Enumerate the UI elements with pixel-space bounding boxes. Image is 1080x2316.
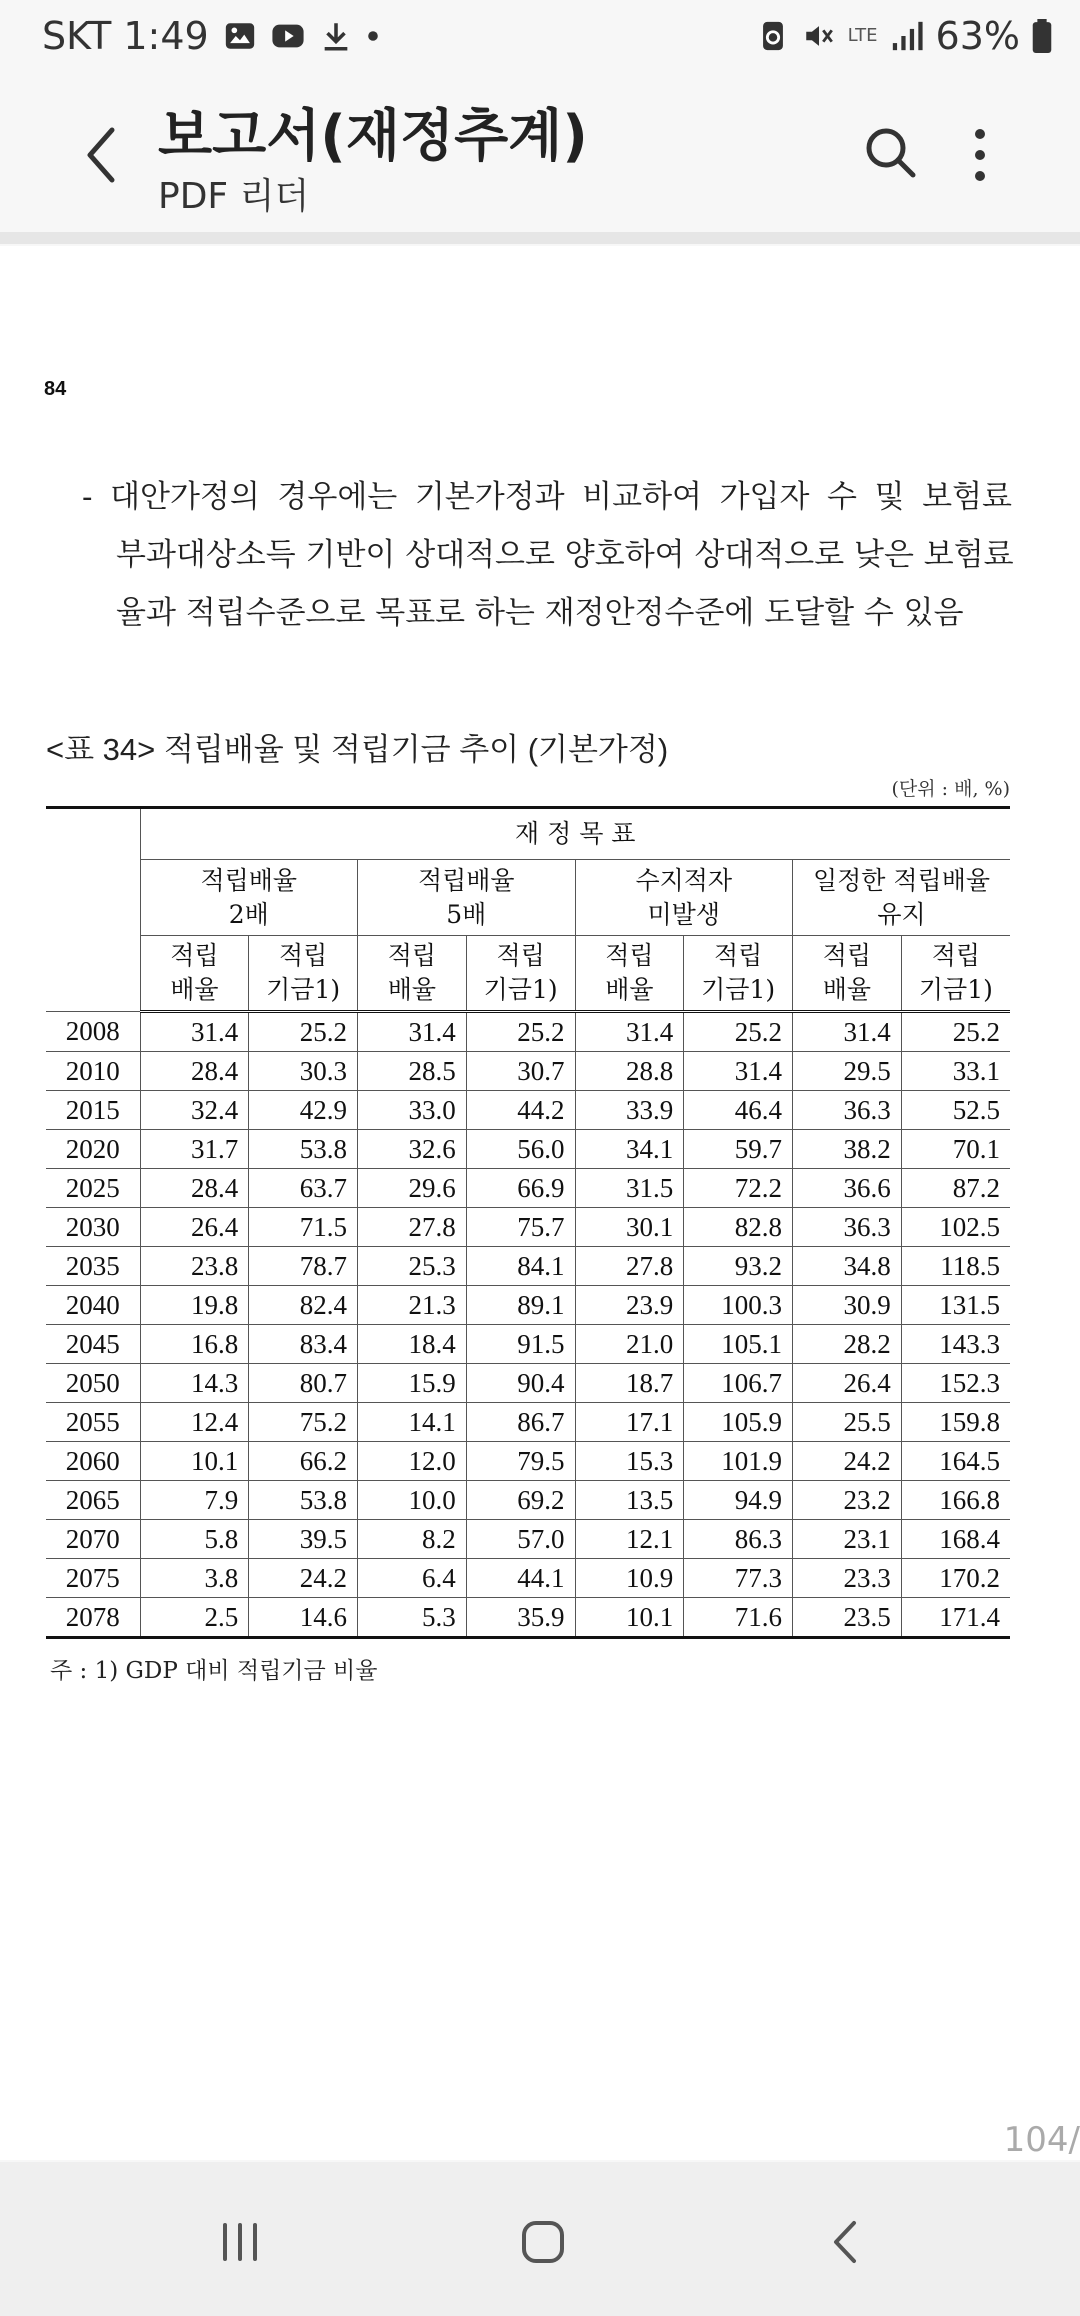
value-cell: 52.5: [901, 1091, 1010, 1130]
value-cell: 25.5: [793, 1403, 902, 1442]
year-cell: 2010: [46, 1052, 140, 1091]
youtube-icon: [271, 19, 305, 53]
value-cell: 10.9: [575, 1559, 684, 1598]
sub-header: 적립 기금1): [466, 936, 575, 1012]
value-cell: 23.9: [575, 1286, 684, 1325]
body-line: 율과 적립수준으로 목표로 하는 재정안정수준에 도달할 수 있음: [116, 595, 964, 631]
value-cell: 44.2: [466, 1091, 575, 1130]
value-cell: 31.4: [358, 1012, 467, 1052]
table-row: [46, 1286, 1010, 1325]
value-cell: 159.8: [901, 1403, 1010, 1442]
table-row: [46, 1208, 1010, 1247]
value-cell: 42.9: [249, 1091, 358, 1130]
scenario-header: 수지적자 미발생: [575, 860, 793, 936]
year-cell: 2025: [46, 1169, 140, 1208]
value-cell: 27.8: [358, 1208, 467, 1247]
home-icon: [518, 2217, 568, 2267]
value-cell: 29.6: [358, 1169, 467, 1208]
value-cell: 31.7: [140, 1130, 249, 1169]
value-cell: 168.4: [901, 1520, 1010, 1559]
value-cell: 17.1: [575, 1403, 684, 1442]
value-cell: 26.4: [140, 1208, 249, 1247]
table-row: [46, 1091, 1010, 1130]
year-cell: 2070: [46, 1520, 140, 1559]
status-bar: [0, 0, 1080, 80]
download-icon: [319, 19, 353, 53]
value-cell: 36.3: [793, 1091, 902, 1130]
value-cell: 31.4: [140, 1012, 249, 1052]
mute-icon: [802, 19, 836, 53]
value-cell: 23.3: [793, 1559, 902, 1598]
value-cell: 86.3: [684, 1520, 793, 1559]
table-row: [46, 1442, 1010, 1481]
sub-header: 적립 배율: [140, 936, 249, 1012]
value-cell: 82.4: [249, 1286, 358, 1325]
value-cell: 105.1: [684, 1325, 793, 1364]
value-cell: 10.1: [140, 1442, 249, 1481]
lte-label: LTE: [847, 25, 878, 46]
value-cell: 5.3: [358, 1598, 467, 1638]
value-cell: 118.5: [901, 1247, 1010, 1286]
value-cell: 30.1: [575, 1208, 684, 1247]
value-cell: 12.0: [358, 1442, 467, 1481]
value-cell: 66.2: [249, 1442, 358, 1481]
scenario-header: 적립배율 5배: [358, 860, 576, 936]
value-cell: 15.3: [575, 1442, 684, 1481]
table-row: [46, 1598, 1010, 1638]
value-cell: 24.2: [249, 1559, 358, 1598]
table-unit: (단위 : 배, %): [891, 778, 1010, 800]
value-cell: 72.2: [684, 1169, 793, 1208]
value-cell: 23.2: [793, 1481, 902, 1520]
sub-header: 적립 기금1): [684, 936, 793, 1012]
value-cell: 13.5: [575, 1481, 684, 1520]
recent-apps-icon: [215, 2217, 265, 2267]
value-cell: 53.8: [249, 1481, 358, 1520]
pdf-page[interactable]: [0, 246, 1080, 2160]
value-cell: 33.1: [901, 1052, 1010, 1091]
value-cell: 91.5: [466, 1325, 575, 1364]
value-cell: 89.1: [466, 1286, 575, 1325]
more-options-icon[interactable]: [960, 120, 1000, 190]
value-cell: 71.5: [249, 1208, 358, 1247]
year-cell: 2050: [46, 1364, 140, 1403]
value-cell: 34.8: [793, 1247, 902, 1286]
sub-header: 적립 기금1): [249, 936, 358, 1012]
value-cell: 31.4: [684, 1052, 793, 1091]
table-row: [46, 1325, 1010, 1364]
value-cell: 25.2: [466, 1012, 575, 1052]
year-cell: 2055: [46, 1403, 140, 1442]
value-cell: 5.8: [140, 1520, 249, 1559]
value-cell: 14.1: [358, 1403, 467, 1442]
back-button[interactable]: [812, 2207, 882, 2277]
value-cell: 23.1: [793, 1520, 902, 1559]
value-cell: 75.7: [466, 1208, 575, 1247]
value-cell: 93.2: [684, 1247, 793, 1286]
value-cell: 77.3: [684, 1559, 793, 1598]
app-bar: [0, 80, 1080, 230]
group-header: 재 정 목 표: [140, 808, 1010, 860]
value-cell: 15.9: [358, 1364, 467, 1403]
value-cell: 3.8: [140, 1559, 249, 1598]
value-cell: 75.2: [249, 1403, 358, 1442]
value-cell: 7.9: [140, 1481, 249, 1520]
value-cell: 152.3: [901, 1364, 1010, 1403]
sub-header: 적립 기금1): [901, 936, 1010, 1012]
app-bar-divider: [0, 232, 1080, 244]
sub-header: 적립 배율: [575, 936, 684, 1012]
value-cell: 131.5: [901, 1286, 1010, 1325]
data-table: [46, 806, 1010, 1639]
value-cell: 105.9: [684, 1403, 793, 1442]
value-cell: 2.5: [140, 1598, 249, 1638]
year-cell: 2020: [46, 1130, 140, 1169]
value-cell: 101.9: [684, 1442, 793, 1481]
value-cell: 71.6: [684, 1598, 793, 1638]
value-cell: 84.1: [466, 1247, 575, 1286]
status-left: [42, 14, 379, 58]
year-cell: 2040: [46, 1286, 140, 1325]
value-cell: 69.2: [466, 1481, 575, 1520]
value-cell: 30.9: [793, 1286, 902, 1325]
document-title: 보고서(재정추계): [158, 104, 588, 169]
value-cell: 59.7: [684, 1130, 793, 1169]
navigation-bar: [0, 2162, 1080, 2316]
value-cell: 56.0: [466, 1130, 575, 1169]
value-cell: 32.4: [140, 1091, 249, 1130]
signal-icon: [890, 19, 924, 53]
search-icon[interactable]: [860, 122, 920, 182]
year-cell: 2065: [46, 1481, 140, 1520]
value-cell: 18.7: [575, 1364, 684, 1403]
value-cell: 106.7: [684, 1364, 793, 1403]
value-cell: 18.4: [358, 1325, 467, 1364]
value-cell: 39.5: [249, 1520, 358, 1559]
value-cell: 8.2: [358, 1520, 467, 1559]
value-cell: 36.6: [793, 1169, 902, 1208]
value-cell: 164.5: [901, 1442, 1010, 1481]
app-subtitle: PDF 리더: [158, 176, 310, 217]
table-title: <표 34> 적립배율 및 적립기금 추이 (기본가정): [46, 732, 669, 767]
year-cell: 2035: [46, 1247, 140, 1286]
year-cell: 2060: [46, 1442, 140, 1481]
carrier-time: SKT 1:49: [42, 14, 209, 58]
year-cell: 2008: [46, 1012, 140, 1052]
status-right: [756, 14, 1052, 58]
table-row: [46, 1520, 1010, 1559]
value-cell: 170.2: [901, 1559, 1010, 1598]
back-arrow-icon[interactable]: [70, 120, 140, 190]
value-cell: 100.3: [684, 1286, 793, 1325]
value-cell: 32.6: [358, 1130, 467, 1169]
value-cell: 31.4: [793, 1012, 902, 1052]
value-cell: 23.5: [793, 1598, 902, 1638]
sub-header: 적립 배율: [793, 936, 902, 1012]
value-cell: 21.3: [358, 1286, 467, 1325]
body-line: 부과대상소득 기반이 상대적으로 양호하여 상대적으로 낮은 보험료: [116, 537, 1014, 573]
body-line: - 대안가정의 경우에는 기본가정과 비교하여 가입자 수 및 보험료: [82, 479, 1012, 515]
value-cell: 34.1: [575, 1130, 684, 1169]
value-cell: 44.1: [466, 1559, 575, 1598]
value-cell: 28.2: [793, 1325, 902, 1364]
value-cell: 57.0: [466, 1520, 575, 1559]
value-cell: 80.7: [249, 1364, 358, 1403]
value-cell: 27.8: [575, 1247, 684, 1286]
value-cell: 102.5: [901, 1208, 1010, 1247]
body-paragraph: [82, 468, 1012, 642]
value-cell: 28.5: [358, 1052, 467, 1091]
page-number: 84: [44, 378, 67, 400]
year-header: [46, 808, 140, 1012]
value-cell: 87.2: [901, 1169, 1010, 1208]
value-cell: 63.7: [249, 1169, 358, 1208]
value-cell: 70.1: [901, 1130, 1010, 1169]
value-cell: 14.6: [249, 1598, 358, 1638]
data-saver-icon: [756, 19, 790, 53]
value-cell: 30.7: [466, 1052, 575, 1091]
value-cell: 25.2: [249, 1012, 358, 1052]
value-cell: 6.4: [358, 1559, 467, 1598]
year-cell: 2045: [46, 1325, 140, 1364]
year-cell: 2078: [46, 1598, 140, 1638]
value-cell: 25.3: [358, 1247, 467, 1286]
battery-percent: 63%: [935, 14, 1020, 58]
value-cell: 82.8: [684, 1208, 793, 1247]
value-cell: 28.4: [140, 1052, 249, 1091]
value-cell: 23.8: [140, 1247, 249, 1286]
value-cell: 78.7: [249, 1247, 358, 1286]
value-cell: 166.8: [901, 1481, 1010, 1520]
value-cell: 25.2: [684, 1012, 793, 1052]
recent-apps-button[interactable]: [205, 2207, 275, 2277]
year-cell: 2075: [46, 1559, 140, 1598]
table-row: [46, 1364, 1010, 1403]
gallery-icon: [223, 19, 257, 53]
page-indicator: 104/: [1003, 2120, 1080, 2160]
value-cell: 33.9: [575, 1091, 684, 1130]
notification-dot-icon: [367, 30, 379, 42]
value-cell: 171.4: [901, 1598, 1010, 1638]
scenario-header: 일정한 적립배율 유지: [793, 860, 1011, 936]
table-row: [46, 1247, 1010, 1286]
value-cell: 28.8: [575, 1052, 684, 1091]
value-cell: 90.4: [466, 1364, 575, 1403]
table-row: [46, 1559, 1010, 1598]
value-cell: 16.8: [140, 1325, 249, 1364]
value-cell: 10.0: [358, 1481, 467, 1520]
table-row: [46, 1012, 1010, 1052]
value-cell: 31.5: [575, 1169, 684, 1208]
value-cell: 10.1: [575, 1598, 684, 1638]
value-cell: 66.9: [466, 1169, 575, 1208]
year-cell: 2015: [46, 1091, 140, 1130]
table-row: [46, 1481, 1010, 1520]
table-row: [46, 1130, 1010, 1169]
year-cell: 2030: [46, 1208, 140, 1247]
home-button[interactable]: [508, 2207, 578, 2277]
value-cell: 53.8: [249, 1130, 358, 1169]
sub-header: 적립 배율: [358, 936, 467, 1012]
value-cell: 35.9: [466, 1598, 575, 1638]
value-cell: 36.3: [793, 1208, 902, 1247]
battery-icon: [1032, 19, 1052, 53]
value-cell: 14.3: [140, 1364, 249, 1403]
value-cell: 29.5: [793, 1052, 902, 1091]
value-cell: 38.2: [793, 1130, 902, 1169]
value-cell: 25.2: [901, 1012, 1010, 1052]
value-cell: 30.3: [249, 1052, 358, 1091]
value-cell: 94.9: [684, 1481, 793, 1520]
back-icon: [822, 2217, 872, 2267]
value-cell: 33.0: [358, 1091, 467, 1130]
value-cell: 21.0: [575, 1325, 684, 1364]
value-cell: 86.7: [466, 1403, 575, 1442]
table-body: [46, 1012, 1010, 1638]
value-cell: 31.4: [575, 1012, 684, 1052]
scenario-header: 적립배율 2배: [140, 860, 358, 936]
value-cell: 26.4: [793, 1364, 902, 1403]
table-footnote: 주 : 1) GDP 대비 적립기금 비율: [50, 1658, 378, 1684]
value-cell: 12.1: [575, 1520, 684, 1559]
table-row: [46, 1052, 1010, 1091]
value-cell: 28.4: [140, 1169, 249, 1208]
value-cell: 19.8: [140, 1286, 249, 1325]
value-cell: 12.4: [140, 1403, 249, 1442]
value-cell: 46.4: [684, 1091, 793, 1130]
value-cell: 83.4: [249, 1325, 358, 1364]
table-row: [46, 1403, 1010, 1442]
table-row: [46, 1169, 1010, 1208]
value-cell: 79.5: [466, 1442, 575, 1481]
value-cell: 24.2: [793, 1442, 902, 1481]
value-cell: 143.3: [901, 1325, 1010, 1364]
